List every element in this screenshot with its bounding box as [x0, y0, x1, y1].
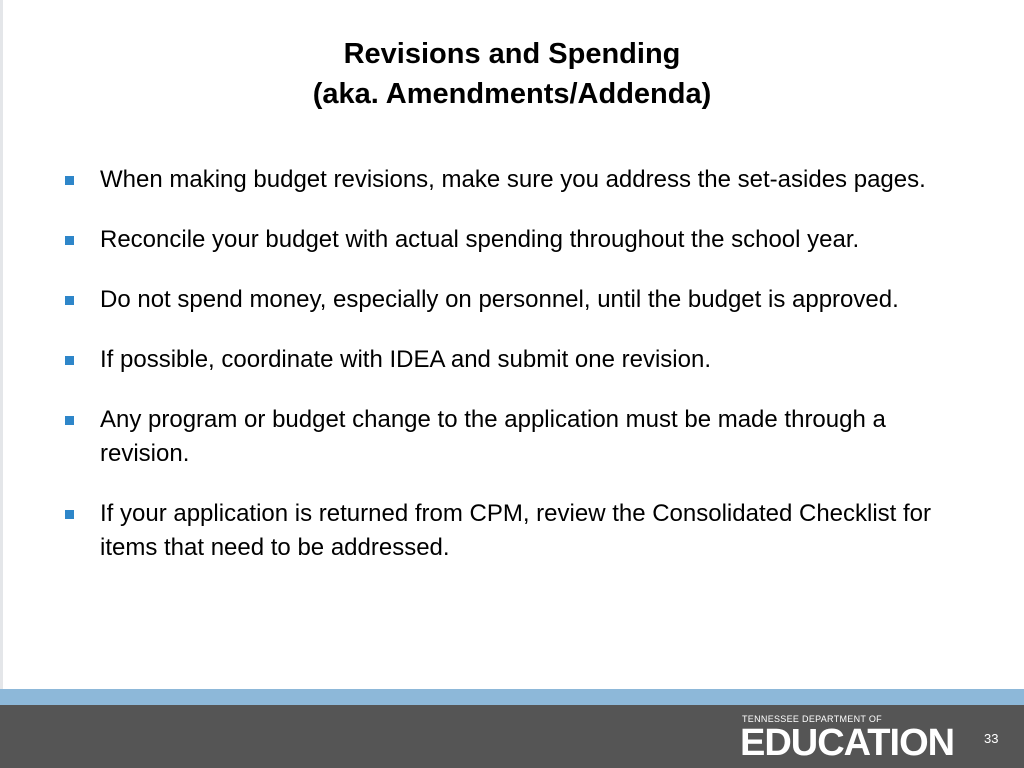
bullet-text: Any program or budget change to the application must be made through a revision.: [100, 406, 886, 467]
square-bullet-icon: [65, 176, 74, 185]
logo-education-text: EDUCATION: [740, 722, 955, 764]
bullet-item: [60, 283, 950, 317]
square-bullet-icon: [65, 356, 74, 365]
square-bullet-icon: [65, 510, 74, 519]
bullet-text: If possible, coordinate with IDEA and submit one revision.: [100, 346, 711, 373]
bullet-item: [60, 163, 950, 197]
square-bullet-icon: [65, 236, 74, 245]
tn-education-logo: [740, 714, 970, 764]
bullet-item: [60, 223, 950, 257]
bullet-text: If your application is returned from CPM, review the Consolidated Checklist for items that need to be addressed.: [100, 500, 932, 561]
page-number: 33: [984, 731, 999, 746]
slide-title-line-1: Revisions and Spending: [343, 38, 681, 70]
footer-accent-band: [0, 689, 1024, 705]
slide-title-line-2: (aka. Amendments/Addenda): [312, 78, 712, 110]
square-bullet-icon: [65, 296, 74, 305]
square-bullet-icon: [65, 416, 74, 425]
bullet-text: Reconcile your budget with actual spending throughout the school year.: [100, 226, 860, 253]
bullet-item: [60, 343, 950, 377]
bullet-text: Do not spend money, especially on personnel, until the budget is approved.: [100, 286, 899, 313]
slide-title: [0, 34, 1024, 114]
logo-department-text: TENNESSEE DEPARTMENT OF: [742, 714, 882, 724]
bullet-list: [60, 163, 950, 591]
bullet-text: When making budget revisions, make sure you address the set-asides pages.: [100, 166, 926, 193]
bullet-item: [60, 403, 950, 471]
bullet-item: [60, 497, 950, 565]
